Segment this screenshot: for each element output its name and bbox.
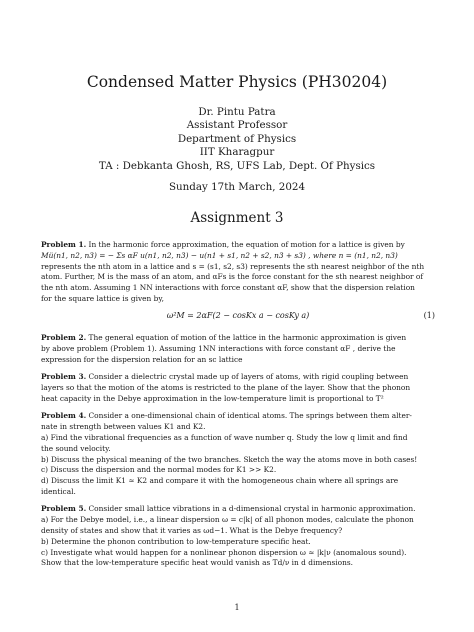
author-role: Assistant Professor (186, 119, 288, 132)
author-department: Department of Physics (177, 132, 297, 145)
problem-line: identical. (41, 486, 76, 496)
problem-line: a) Find the vibrational frequencies as a function of wave number q. Study the low q limit and find (41, 432, 408, 442)
problem-1 (41, 240, 435, 327)
problem-line: d) Discuss the limit K1 ≈ K2 and compare it with the homogeneous chain where all springs are (41, 476, 399, 486)
problem-label: Problem 1. (41, 240, 87, 249)
author-institute: IIT Kharagpur (199, 146, 275, 159)
problem-line (41, 240, 435, 251)
problem-line: heat capacity in the Debye approximation in the low-temperature limit is proportional to T² (41, 393, 384, 403)
document-date: Sunday 17th March, 2024 (168, 181, 306, 194)
problem-line (41, 411, 435, 422)
equation-number: (1) (423, 310, 435, 320)
problem-label: Problem 3. (41, 372, 87, 382)
problem-4 (41, 411, 435, 497)
problem-line: expression for the dispersion relation for an sc lattice (41, 354, 243, 364)
problem-line: the nth atom. Assuming 1 NN interactions with force constant αF, show that the dispersion relation (41, 283, 415, 293)
problem-line: by above problem (Problem 1). Assuming 1NN interactions with force constant αF , derive the (41, 344, 396, 354)
problem-line: c) Investigate what would happen for a nonlinear phonon dispersion ω ≈ |k|ν (anomalous sound). (41, 547, 407, 557)
problem-5 (41, 504, 435, 569)
page-number: 1 (234, 603, 240, 612)
equation-text: ω²M = 2αF(2 − cosKx a − cosKy a) (166, 310, 310, 320)
problem-label: Problem 5. (41, 504, 87, 514)
problem-line: c) Discuss the dispersion and the normal modes for K1 >> K2. (41, 465, 277, 475)
problem-line: a) For the Debye model, i.e., a linear dispersion ω = c|k| of all phonon modes, calculate the phonon (41, 515, 414, 525)
problem-line (41, 372, 435, 383)
problem-label: Problem 2. (41, 333, 87, 343)
problem-line (41, 333, 435, 344)
problem-line: b) Determine the phonon contribution to low-temperature specific heat. (41, 536, 311, 546)
problem-line: layers so that the motion of the atoms is restricted to the plane of the layer. Show that the phonon (41, 383, 411, 393)
assignment-title: Assignment 3 (190, 210, 284, 227)
problem-line: Show that the low-temperature specific heat would vanish as Td/ν in d dimensions. (41, 558, 353, 568)
problem-label: Problem 4. (41, 411, 87, 421)
problem-line: Mü(n1, n2, n3) = − Σs αF u(n1, n2, n3) − u(n1 + s1, n2 + s2, n3 + s3) , where n = (n1, n2, n3) (41, 250, 398, 260)
problem-text: Consider a one-dimensional chain of identical atoms. The springs between them alter- (88, 411, 412, 421)
problems-body (41, 240, 435, 576)
problem-line (41, 504, 435, 515)
teaching-assistant: TA : Debkanta Ghosh, RS, UFS Lab, Dept. Of Physics (98, 159, 376, 172)
author-name: Dr. Pintu Patra (198, 106, 276, 118)
author-block (0, 106, 474, 173)
problem-line: represents the nth atom in a lattice and s = (s1, s2, s3) represents the sth nearest neighbor of the nth (41, 261, 425, 271)
document-header (0, 72, 474, 227)
dispersion-equation (41, 305, 435, 327)
problem-text: In the harmonic force approximation, the equation of motion for a lattice is given by (88, 240, 405, 249)
problem-line: density of states and show that it varies as ωd−1. What is the Debye frequency? (41, 525, 343, 535)
problem-line: atom. Further, M is the mass of an atom, and αFs is the force constant for the sth nearest neighbor of (41, 272, 424, 282)
problem-3 (41, 372, 435, 404)
problem-text: Consider small lattice vibrations in a d-dimensional crystal in harmonic approximation. (88, 504, 416, 514)
problem-line: the sound velocity. (41, 443, 111, 453)
problem-line: for the square lattice is given by, (41, 293, 164, 303)
problem-2 (41, 333, 435, 365)
problem-line: nate in strength between values K1 and K2. (41, 422, 206, 432)
problem-text: The general equation of motion of the lattice in the harmonic approximation is given (88, 333, 407, 343)
problem-text: Consider a dielectric crystal made up of layers of atoms, with rigid coupling between (88, 372, 409, 382)
problem-line: b) Discuss the physical meaning of the two branches. Sketch the way the atoms move in both cases! (41, 454, 418, 464)
course-title: Condensed Matter Physics (PH30204) (86, 73, 388, 91)
